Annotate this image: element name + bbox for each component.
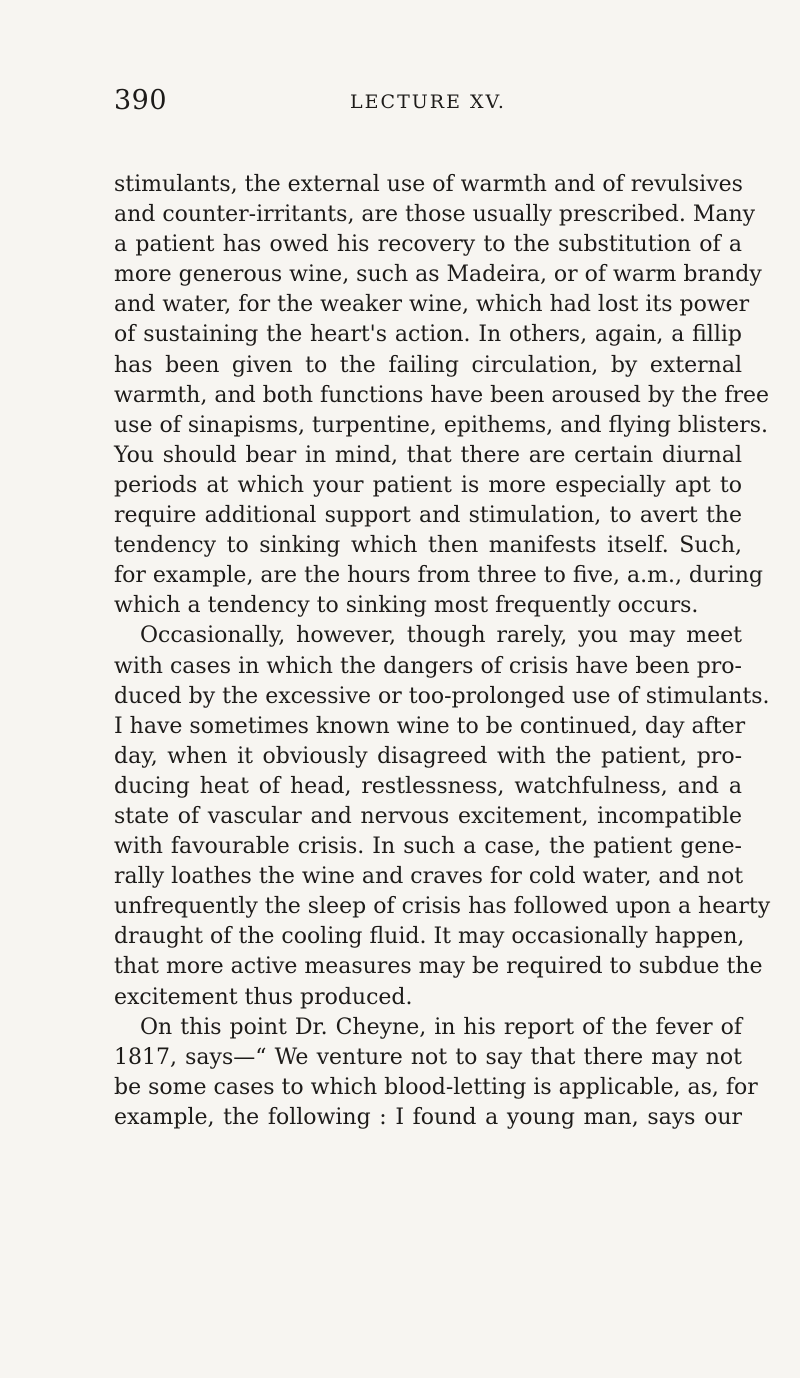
text-line: warmth, and both functions have been aroused by the free <box>114 382 770 408</box>
text-line: state of vascular and nervous excitement, incompatible <box>114 803 742 829</box>
text-line: that more active measures may be required to subdue the <box>114 954 763 980</box>
body-text <box>114 170 771 1133</box>
running-title: LECTURE XV. <box>350 91 506 113</box>
text-line: excitement thus produced. <box>114 984 413 1010</box>
text-line: be some cases to which blood-letting is applicable, as, for <box>114 1074 758 1100</box>
text-line: unfrequently the sleep of crisis has followed upon a hearty <box>114 894 771 920</box>
text-line: Occasionally, however, though rarely, you may meet <box>140 623 742 649</box>
text-line: rally loathes the wine and craves for cold water, and not <box>114 864 744 890</box>
text-line: which a tendency to sinking most frequently occurs. <box>114 593 699 619</box>
text-line: more generous wine, such as Madeira, or of warm brandy <box>114 262 762 288</box>
text-line: stimulants, the external use of warmth and of revulsives <box>114 172 743 197</box>
text-line: with cases in which the dangers of crisis have been pro- <box>114 653 742 679</box>
text-line: I have sometimes known wine to be continued, day after <box>114 713 746 739</box>
text-line: ducing heat of head, restlessness, watchfulness, and a <box>114 773 742 799</box>
text-line: and water, for the weaker wine, which had lost its power <box>114 292 750 318</box>
text-line: draught of the cooling fluid. It may occasionally happen, <box>114 924 745 950</box>
page-header <box>114 85 742 125</box>
text-line: You should bear in mind, that there are certain diurnal <box>114 442 742 468</box>
text-line: tendency to sinking which then manifests itself. Such, <box>114 533 742 559</box>
text-line: and counter-irritants, are those usually prescribed. Many <box>114 202 756 228</box>
text-line: of sustaining the heart's action. In others, again, a fillip <box>114 322 742 348</box>
text-line: periods at which your patient is more especially apt to <box>114 472 742 498</box>
text-line: day, when it obviously disagreed with the patient, pro- <box>114 743 742 769</box>
page-number: 390 <box>114 85 168 116</box>
text-line: 1817, says—“ We venture not to say that there may not <box>114 1044 742 1070</box>
text-line: with favourable crisis. In such a case, the patient gene- <box>114 834 742 860</box>
text-line: require additional support and stimulation, to avert the <box>114 503 742 529</box>
text-line: On this point Dr. Cheyne, in his report of the fever of <box>140 1014 742 1040</box>
text-line: has been given to the failing circulation, by external <box>114 352 742 378</box>
text-line: example, the following : I found a young man, says our <box>114 1104 742 1130</box>
text-line: use of sinapisms, turpentine, epithems, and flying blisters. <box>114 412 769 438</box>
text-line: for example, are the hours from three to five, a.m., during <box>114 563 763 589</box>
text-line: duced by the excessive or too-prolonged use of stimulants. <box>114 683 770 709</box>
text-line: a patient has owed his recovery to the substitution of a <box>114 232 742 258</box>
